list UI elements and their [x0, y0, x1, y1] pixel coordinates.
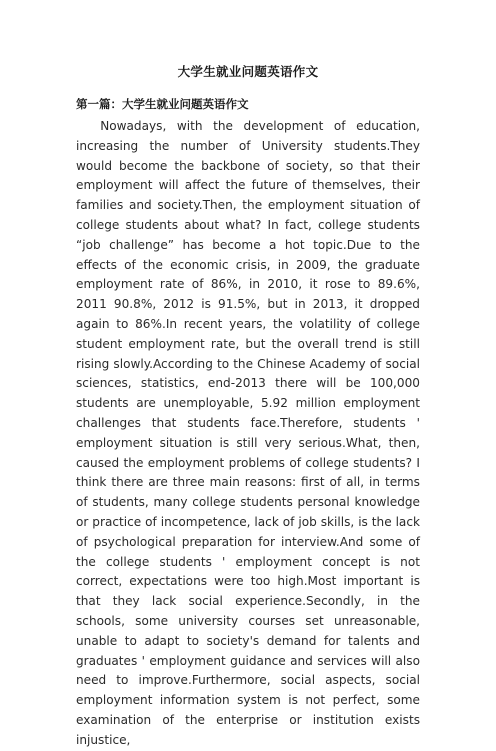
body-paragraph: Nowadays, with the development of education, increasing the number of University students.They would become the backbone of society, so that their employment will affect the future of themselves, their families and society.Then, the employment situation of college students about what? In fact, college students “job challenge” has become a hot topic.Due to the effects of the economic crisis, in 2009, the graduate employment rate of 86%, in 2010, it rose to 89.6%, 2011 90.8%, 2012 is 91.5%, but in 2013, it dropped again to 86%.In recent years, the volatility of college student employment rate, but the overall trend is still rising slowly.According to the Chinese Academy of social sciences, statistics, end-2013 there will be 100,000 students are unemployable, 5.92 million employment challenges that students face.Therefore, students ' employment situation is still very serious.What, then, caused the employment problems of college students? I think there are three main reasons: first of all, in terms of students, many college students personal knowledge or practice of incompetence, lack of job skills, is the lack of psychological preparation for interview.And some of the college students ' employment concept is not correct, expectations were too high.Most important is that they lack social experience.Secondly, in the schools, some university courses set unreasonable, unable to adapt to society's demand for talents and graduates ' employment guidance and services will also need to improve.Furthermore, social aspects, social employment information system is not perfect, some examination of the enterprise or institution exists injustice,: [76, 119, 420, 747]
section-heading: 第一篇：大学生就业问题英语作文: [76, 97, 249, 111]
document-title: 大学生就业问题英语作文: [177, 64, 319, 79]
